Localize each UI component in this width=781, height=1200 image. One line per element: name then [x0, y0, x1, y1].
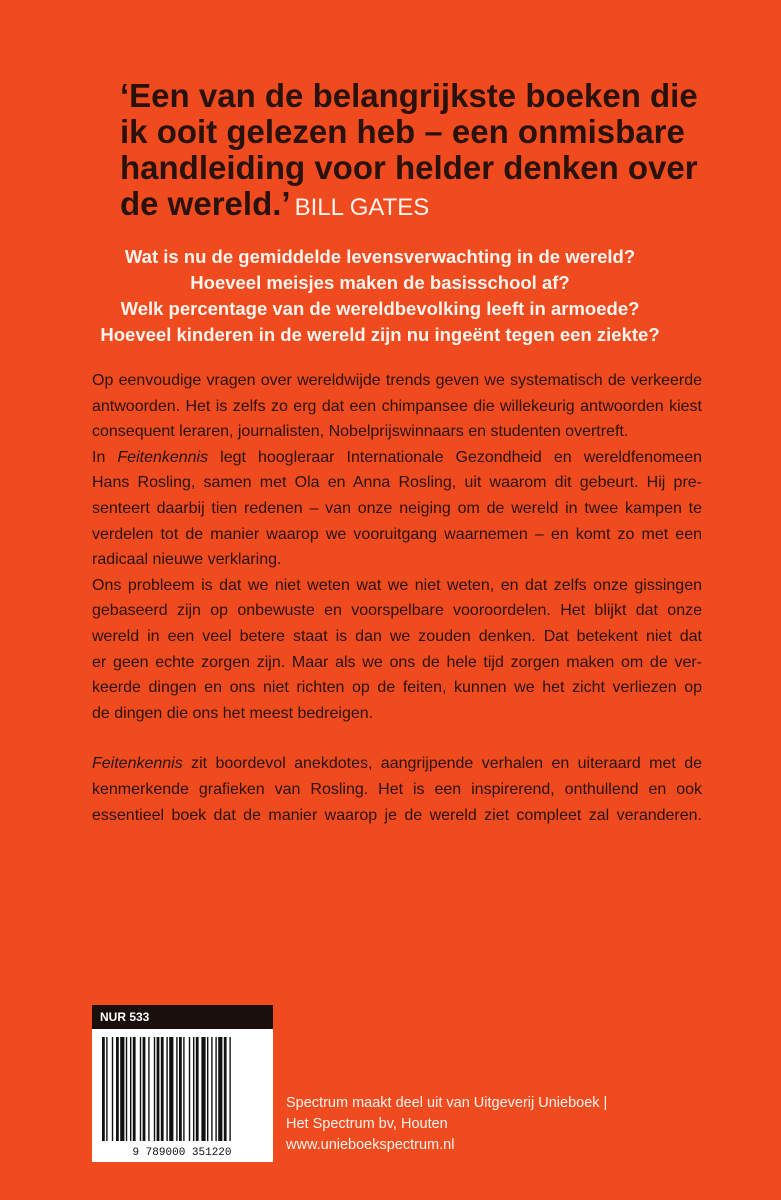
body-line: senteert daarbij tien redenen – van onze neiging om de wereld in twee kampen te [92, 499, 702, 517]
publisher-imprint [286, 1093, 706, 1156]
barcode-bar [130, 1037, 131, 1141]
body-line: wereld in een veel betere staat is dan we zouden denken. Dat betekent niet dat [92, 627, 702, 645]
barcode-bar [207, 1037, 208, 1141]
barcode-bar [143, 1037, 146, 1141]
blurb-body [92, 368, 702, 828]
body-text: legt hoogleraar Internationale Gezondheid en wereldfenomeen [208, 448, 702, 466]
barcode-bar [154, 1037, 155, 1141]
question-4: Hoeveel kinderen in de wereld zijn nu ingeënt tegen een ziekte? [100, 324, 660, 345]
quote-line-4-text: de wereld.’ [120, 185, 291, 222]
barcode-bar [157, 1037, 160, 1141]
body-line: gebaseerd zijn op onbewuste en voorspelbare vooroordelen. Het blijkt dat onze [92, 602, 702, 620]
barcode-bar [211, 1037, 212, 1141]
barcode-bar [106, 1037, 107, 1141]
question-3: Welk percentage van de wereldbevolking leeft in armoede? [120, 298, 640, 319]
barcode-bar [201, 1037, 205, 1141]
body-line: de dingen die ons het meest bedreigen. [92, 704, 374, 722]
barcode-bar [148, 1037, 149, 1141]
question-2: Hoeveel meisjes maken de basisschool af? [190, 272, 570, 293]
body-line: keerde dingen en ons niet richten op de feiten, kunnen we het zicht verliezen op [92, 679, 702, 697]
barcode-bar [179, 1037, 182, 1141]
quote-line-1: ‘Een van de belangrijkste boeken die [120, 77, 698, 114]
body-line: verdelen tot de manier waarop we vooruitgang waarnemen – en komt zo met een [92, 525, 702, 543]
body-line [92, 751, 702, 777]
body-line: radicaal nieuwe verklaring. [92, 551, 282, 569]
imprint-line-1: Spectrum maakt deel uit van Uitgeverij Unieboek | [286, 1095, 608, 1111]
body-line: Op eenvoudige vragen over wereldwijde trends geven we systematisch de verkeerde [92, 372, 702, 389]
nur-label: NUR 533 [92, 1005, 273, 1029]
barcode-bar [161, 1037, 164, 1141]
imprint-line-3: www.unieboekspectrum.nl [286, 1137, 455, 1153]
back-cover-quote [120, 77, 698, 226]
quote-line-4 [120, 186, 680, 226]
barcode-bar [193, 1037, 194, 1141]
paragraph-gap [92, 726, 702, 751]
body-line [92, 445, 702, 471]
barcode-bar [215, 1037, 216, 1141]
barcode-bar [229, 1037, 230, 1141]
body-line: Ons probleem is dat we niet weten wat we niet weten, en dat zelfs onze gissingen [92, 576, 702, 594]
barcode-bar [169, 1037, 173, 1141]
body-text: zit boordevol anekdotes, aangrijpende verhalen en uiteraard met de [182, 755, 702, 773]
book-title: Feitenkennis [92, 755, 183, 773]
barcode-bar [126, 1037, 127, 1141]
body-text: In [92, 448, 118, 466]
quote-line-2: ik ooit gelezen heb – een onmisbare [120, 113, 685, 150]
imprint-line-2: Het Spectrum bv, Houten [286, 1116, 448, 1132]
barcode-bar [196, 1037, 199, 1141]
question-1: Wat is nu de gemiddelde levensverwachting in de wereld? [124, 246, 636, 267]
barcode-bar [120, 1037, 124, 1141]
body-line: er geen echte zorgen zijn. Maar als we ons de hele tijd zorgen maken om de ver- [92, 653, 702, 671]
barcode-bar [140, 1037, 141, 1141]
question-list [40, 244, 720, 348]
barcode-bar [116, 1037, 119, 1141]
barcode-bar [224, 1037, 227, 1141]
body-line: consequent leraren, journalisten, Nobelprijswinnaars en studenten overtreft. [92, 423, 629, 441]
barcode-bar [133, 1037, 136, 1141]
book-title: Feitenkennis [117, 448, 209, 466]
body-line: Hans Rosling, samen met Ola en Anna Rosling, uit waarom dit gebeurt. Hij pre- [92, 474, 702, 492]
body-line: essentieel boek dat de manier waarop je de wereld ziet compleet zal veranderen. [92, 806, 702, 824]
barcode-bar [176, 1037, 177, 1141]
barcode-bar [218, 1037, 222, 1141]
barcode-digits: 9 789000 351220 [132, 1147, 232, 1159]
barcode-graphic [92, 1029, 273, 1162]
body-line: antwoorden. Het is zelfs zo erg dat een chimpansee die willekeurig antwoorden kiest [92, 397, 702, 415]
isbn-barcode [92, 1029, 273, 1162]
barcode-bar [112, 1037, 113, 1141]
barcode-bar [189, 1037, 190, 1141]
body-line: kenmerkende grafieken van Rosling. Het is een inspirerend, onthullend en ook [92, 780, 702, 798]
quote-line-3: handleiding voor helder denken over [120, 149, 698, 186]
barcode-bar [166, 1037, 167, 1141]
barcode-bar [102, 1037, 105, 1141]
barcode-bar [183, 1037, 184, 1141]
quote-attribution: BILL GATES [294, 194, 430, 221]
